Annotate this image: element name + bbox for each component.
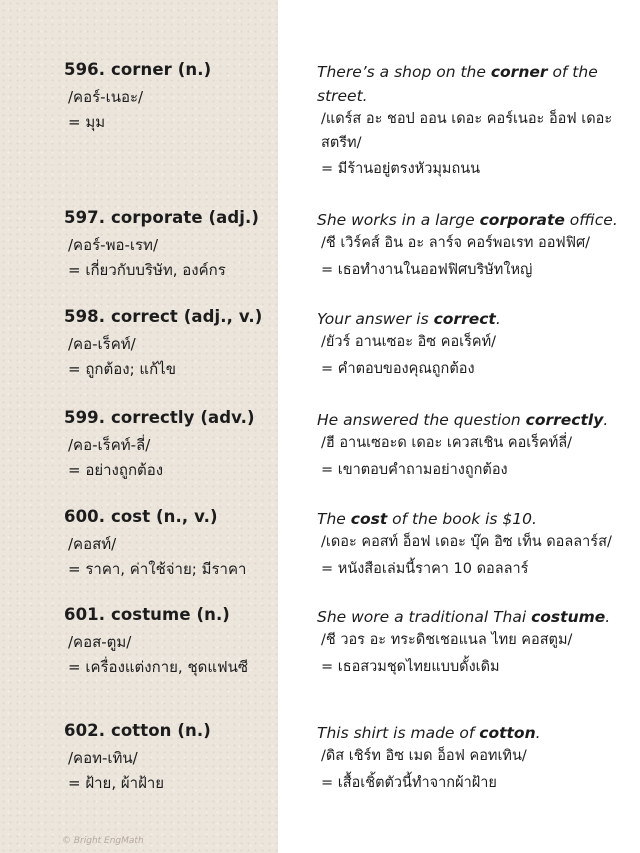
sentence-pronunciation: /ชี วอร อะ ทระดิชเชอแนล ไทย คอสตูม/ [321,632,573,648]
sentence-keyword: corporate [479,211,565,229]
sentence-meaning: = หนังสือเล่มนี้ราคา 10 ดอลลาร์ [321,561,529,577]
sentence-keyword: cost [350,510,388,528]
entry-word: 598. correct (adj., v.) [64,307,263,326]
sentence-pre: He answered the question [317,411,526,429]
sentence-post: . [603,411,609,429]
sentence-meaning: = เธอสวมชุดไทยแบบดั้งเดิม [321,659,500,675]
sentence-meaning: = มีร้านอยู่ตรงหัวมุมถนน [321,161,481,177]
sentence-post: . [535,724,541,742]
entry-pronunciation: /คอสท์/ [68,535,117,553]
sentence-post: . [605,608,611,626]
entry-meaning: = ถูกต้อง; แก้ไข [68,360,176,378]
sentence-keyword: correctly [525,411,604,429]
sentence-pre: This shirt is made of [317,724,480,742]
sentence-post: of the book is $10. [387,510,537,528]
entry-pronunciation: /คอร์-พอ-เรท/ [68,236,158,254]
entry-word: 602. cotton (n.) [64,721,211,740]
example-sentence [317,507,635,531]
entry-meaning: = ฝ้าย, ผ้าฝ้าย [68,774,165,792]
watermark: © Bright EngMath [62,836,144,846]
entry-word: 600. cost (n., v.) [64,507,218,526]
entry-pronunciation: /คอส-ตูม/ [68,633,132,651]
entry-pronunciation: /คอร์-เนอะ/ [68,88,144,106]
sentence-meaning: = คำตอบของคุณถูกต้อง [321,361,475,377]
entry-pronunciation: /คอ-เร็คท์-ลี่/ [68,436,151,454]
sentence-keyword: cotton [479,724,536,742]
entry-pronunciation: /คอ-เร็คท์/ [68,335,136,353]
sentence-meaning: = เขาตอบคำถามอย่างถูกต้อง [321,462,508,478]
entry-meaning: = มุม [68,113,106,131]
sentence-pre: Your answer is [317,310,434,328]
sentence-keyword: costume [531,608,606,626]
sentence-pronunciation: /ฮี อานเซอะด เดอะ เควสเชิน คอเร็คท์ลี่/ [321,435,573,451]
example-sentence [317,307,635,331]
sentence-pronunciation: /ยัวร์ อานเซอะ อิซ คอเร็คท์/ [321,334,497,350]
sentence-meaning: = เสื้อเชิ้ตตัวนี้ทำจากผ้าฝ้าย [321,775,497,791]
entry-word: 599. correctly (adv.) [64,408,255,427]
example-sentence [317,208,635,232]
sentence-pre: She works in a large [317,211,480,229]
entry-meaning: = อย่างถูกต้อง [68,461,164,479]
sentence-keyword: correct [433,310,496,328]
sentence-post: office. [564,211,618,229]
sentence-post: of the street. [317,63,598,105]
example-sentence [317,721,635,745]
sentence-keyword: corner [490,63,548,81]
sentence-post: . [495,310,501,328]
entry-word: 596. corner (n.) [64,60,212,79]
sentence-pronunciation: /เดอะ คอสท์ อ็อฟ เดอะ บุ๊ค อิซ เท็น ดอลลาร์ส/ [321,534,612,550]
sentence-pre: She wore a traditional Thai [317,608,532,626]
entry-meaning: = ราคา, ค่าใช้จ่าย; มีราคา [68,560,247,578]
entry-word: 601. costume (n.) [64,605,230,624]
sentence-pre: The [317,510,351,528]
example-sentence [317,60,635,108]
sentence-pronunciation: /ชี เวิร์คส์ อิน อะ ลาร์จ คอร์พอเรท ออฟฟิศ/ [321,235,591,251]
entry-word: 597. corporate (adj.) [64,208,259,227]
entry-meaning: = เกี่ยวกับบริษัท, องค์กร [68,261,226,279]
example-sentence [317,408,635,432]
sentence-pronunciation: /แดร์ส อะ ชอป ออน เดอะ คอร์เนอะ อ็อฟ เดอะ สตรีท/ [321,111,613,151]
sentence-pronunciation: /ดิส เชิร์ท อิซ เมด อ็อฟ คอทเทิน/ [321,748,527,764]
sentence-meaning: = เธอทำงานในออฟฟิศบริษัทใหญ่ [321,262,533,278]
entry-meaning: = เครื่องแต่งกาย, ชุดแฟนซี [68,658,249,676]
entry-pronunciation: /คอท-เทิน/ [68,749,138,767]
sentence-pre: There’s a shop on the [317,63,491,81]
example-sentence [317,605,635,629]
